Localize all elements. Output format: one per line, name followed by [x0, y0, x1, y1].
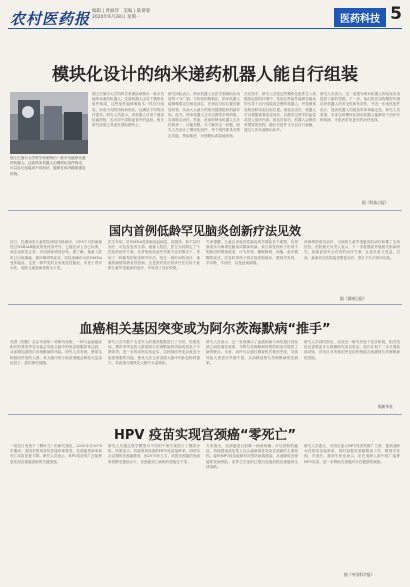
article2-column: 近日，在湖南省儿童医院神经内科病房，2岁6个月的童童经过NMDAR脑炎的免疫治疗后，已能在床上自己玩耍，神志也恢复正常，各项指标明显好转。据了解，童童入院时已出现抽搐、意识障碍等症状，经检查确诊为抗NMDA受体脑炎。这是一种罕见的自身免疫性脑炎，多见于青年女性，低龄儿童患病者极为少见。 [10, 240, 102, 271]
article3-byline: 据新华社 [378, 404, 394, 409]
page-number: 5 [390, 4, 402, 24]
article4-column: 专家指出，宫颈癌是目前唯一病因明确、可以预防的癌症。持续感染高危型人乳头瘤病毒是导致宫颈癌的主要原因。接种HPV疫苗能够有效预防病毒感染，从而降低宫颈癌的发病风险。世界卫生组织已提出加速消除宫颈癌的全球战略。 [206, 444, 298, 469]
article4-column: 一项近日发表于《柳叶刀》的研究指出，2020年至2070年期间，美国若按现有疫苗接种率推进，宫颈癌发病率和死亡率将显著下降。研究人员表示，HPV疫苗的广泛接种是实现宫颈癌消除的关键措施。 [10, 444, 102, 464]
article1-column: 在实验中，研究人员将这些模块化组件注入到模拟血管的环境中，发现这些组件能够在磁场的引导下自行组装成完整的机器人，并按照预设路径移动到目标位置。组装完成后，机器人可以根据需要改变形状，以便穿过狭窄的血管或进入组织内部。到达目标后，机器人会释放所携带的药物，随后各组件又可以自行拆解，通过人体代谢排出体外。 [244, 92, 316, 133]
article4-column: 研究人员建议，各国应加大HPV疫苗的推广力度，提高适龄女性的疫苗接种率，同时加强宫颈癌筛查工作，做到早发现、早治疗。我国专家也表示，应在适龄人群中推广接种HPV疫苗，进一步降低宫颈癌对女性健康的威胁。 [304, 444, 400, 464]
masthead-meta-line: 编辑 | 黄丽萍 美编 | 陈倩菊 [92, 9, 151, 14]
article3-column: 美国《细胞》杂志刊登的一项研究表明，一种与血液癌症相关的基因突变可能会导致大脑中的免疫细胞异常活跃，从而增加患阿尔茨海默病的风险。研究人员发现，携带这种基因突变的人群，其大脑中的小胶质细胞会释放大量炎症因子，损伤神经细胞。 [10, 340, 102, 365]
article1-caption: 瑞士巴塞尔大学科学家研制出一款多功能纳米递药机器人。这款纳米机器人由模块化组件构成，可以自行组装成不同形状，能够在体内精准递送药物。 [10, 156, 86, 176]
section-divider [8, 414, 402, 415]
article2-title: 国内首例低龄罕见脑炎创新疗法见效 [108, 224, 301, 238]
article1-title: 模块化设计的纳米递药机器人能自行组装 [52, 65, 358, 85]
article2-column: 专家提醒，儿童自身免疫性脑炎的早期症状不典型，容易被误诊为病毒性脑炎或精神疾病。家长如发现孩子出现不明原因的情绪改变、行为异常、睡眠障碍、抽搐、意识模糊等症状，应及时带孩子到正规医院就诊，做到早发现、早诊断、早治疗，以免延误病情。 [206, 240, 298, 265]
article1-column: 研究人员表示，这一成果为纳米机器人的临床应用提供了新的思路。下一步，他们将在动物模型中测试该机器人的安全性和有效性，并进一步优化组件设计，提高机器人的组装效率和稳定性。研究人员希望，未来这种模块化纳米机器人能够用于治疗多种疾病，为患者带来更多的治疗选择。 [320, 92, 400, 123]
article4-title: HPV 疫苗实现宫颈癌“零死亡” [113, 428, 297, 443]
article4-byline: 据《中国科学报》 [344, 572, 375, 577]
article3-title: 血癌相关基因突变或为阿尔茨海默病“推手” [79, 322, 331, 337]
article2-column: 该病例的成功治疗，为低龄儿童罕见脑炎的治疗积累了宝贵经验。医院相关负责人表示，下一步将继续开展相关临床研究，探索更加安全有效的治疗方案，让更多患儿受益。目前，童童仍在医院接受康复治疗，预计不久后即可出院。 [304, 240, 400, 260]
article3-column: 研究人员同时指出，目前这一研究仍处于初步阶段，相关结论还需要更多大规模研究加以验证。他们计划下一步开展临床试验，评估针对该基因突变的药物能否延缓阿尔茨海默病的进展。 [304, 340, 400, 360]
section-badge: 医药科技 [334, 8, 386, 27]
article2-byline: 据《湖南日报》 [340, 296, 367, 301]
masthead-meta-line: 2020年6月28日 星期一 [92, 15, 141, 20]
article1-column: 研究团队表示，纳米机器人在医学领域的应用前景十分广阔。与传统药物相比，纳米机器人能够精准定位病变部位，在到达目标位置后释放药物，从而大大减少药物对健康组织的副作用。此外，纳米机器人还可以携带多种药物，实现联合治疗。然而，此前的纳米机器人大多结构单一，功能有限。为了解决这一问题，研究人员设计了模块化组件，每个组件都具有特定功能，例如推进、识别靶标或装载药物。 [168, 92, 240, 138]
robot-photo-icon [10, 92, 88, 154]
article1-byline: 据《科技日报》 [362, 200, 389, 205]
section-divider [8, 304, 402, 305]
article3-column: 研究人员表示，这一发现揭示了血液疾病与神经退行性疾病之间的潜在联系，为阿尔茨海默病的预防和治疗提供了新的靶点。未来，或许可以通过筛查相关基因突变，对高风险人群进行早期干预，从而降低阿尔茨海默病的发病率。 [206, 340, 298, 365]
masthead-meta [92, 9, 152, 21]
masthead [0, 0, 410, 50]
article3-column: 研究人员对数千名老年人的基因数据进行了分析，结果发现，携带该突变的人群患阿尔茨海默病的风险明显高于不携带者。进一步的动物实验证实，这种基因突变会改变小胶质细胞的功能，使其无法正常清除大脑中的β-淀粉样蛋白，导致蛋白斑块在大脑中大量堆积。 [108, 340, 200, 365]
newspaper-logo: 农村医药报 [10, 10, 91, 28]
article1-column: 瑞士巴塞尔大学的科学家团队研制出一款多功能纳米递药机器人。这款机器人由若干模块化组件构成，这些组件能够像积木一样自行组装，形成不同的结构和形状，以满足不同的治疗需求。研究人员表示，该机器人可用于递送抗癌药物，也可用于清除血管中的血栓。相关研究成果已发表在国际期刊上。 [92, 92, 164, 128]
article2-column: 医生介绍，抗NMDA受体脑炎起病急、进展快，如不及时治疗，可危及患者生命。童童入院后，医生为其制定了个性化的治疗方案，在常规免疫治疗效果不佳的情况下，采用了一种新型的免疫调节疗法。经过一段时间的治疗，童童的病情得到有效控制。这是国内首次将该疗法应用于低龄儿童罕见脑炎的治疗，并取得了良好效果。 [108, 240, 200, 271]
header-divider [8, 28, 402, 29]
section-divider [8, 210, 402, 211]
article4-column: 研究人员通过数学模型对不同的干预方案进行了模拟分析。结果显示，若能保持较高的HPV疫苗接种率，同时结合定期的宫颈癌筛查，到2070年左右，美国宫颈癌的发病率将降至极低水平，宫颈癌死亡病例有望接近于零。 [108, 444, 200, 464]
article1-photo [10, 92, 88, 154]
